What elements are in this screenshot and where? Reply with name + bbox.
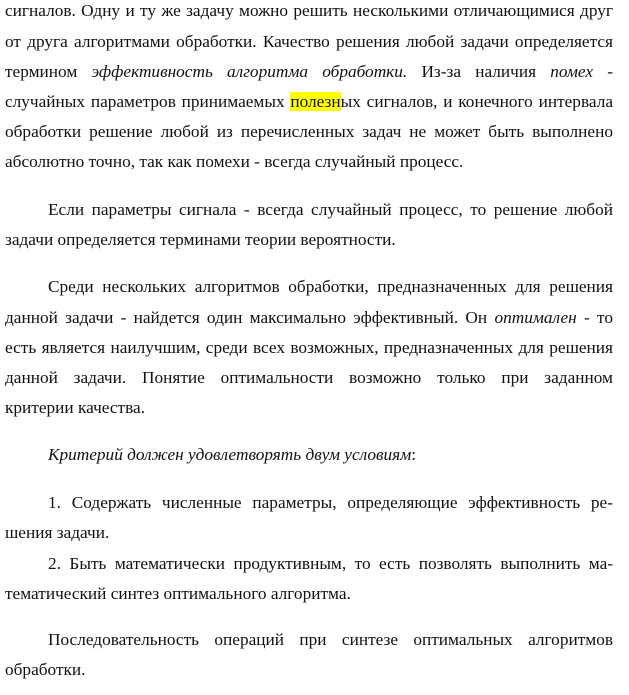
p4-line-2: обработки. xyxy=(5,660,86,679)
p2-line-2: задачи определяется терминами теории вероятности. xyxy=(5,230,396,249)
p1-line-1: сигналов. Одну и ту же задачу можно решить несколькими отличающимися друг xyxy=(5,1,613,20)
highlighted-word: полезн xyxy=(290,92,341,111)
p4-line-1: Последовательность операций при синтезе оптимальных алгоритмов xyxy=(48,630,613,649)
list-item-2-line-2: тематический синтез оптимального алгоритма. xyxy=(5,584,351,603)
p1-line-4-text-b: ых сигналов, и конечного интервала xyxy=(340,92,613,111)
term-efficiency: эффективность алгоритма обработки. xyxy=(91,62,408,81)
p1-line-6: абсолютно точно, так как помехи - всегда случайный процесс. xyxy=(5,152,464,171)
p1-line-3 xyxy=(5,61,613,83)
p3-line-2-text-b: - то xyxy=(584,308,613,327)
p1-line-3-text: термином xyxy=(5,62,78,81)
p3-line-3: есть является наилучшим, среди всех возможных, предназначенных для решения xyxy=(5,338,613,357)
list-item-2-line-1: 2. Быть математически продуктивным, то есть позволять выполнить ма- xyxy=(48,554,613,573)
p3-line-1: Среди нескольких алгоритмов обработки, предназначенных для решения xyxy=(48,277,613,296)
p1-line-4-text: случайных параметров принимаемых xyxy=(5,92,285,111)
criteria-colon: : xyxy=(411,445,417,464)
p1-line-3-text-b: Из-за наличия xyxy=(421,62,537,81)
criteria-heading-text: Критерий должен удовлетворять двум условиям xyxy=(48,445,412,464)
list-item-1-line-2: шения задачи. xyxy=(5,523,110,542)
p3-line-4: данной задачи. Понятие оптимальности возможно только при заданном xyxy=(5,368,613,387)
p3-line-2-text: данной задачи - найдется один максимально эффективный. Он xyxy=(5,308,488,327)
term-optimal: оптимален xyxy=(494,308,577,327)
list-item-1-line-1: 1. Содержать численные параметры, определяющие эффективность ре- xyxy=(48,493,613,512)
term-noise: помех - xyxy=(550,62,614,81)
criteria-heading xyxy=(48,444,613,466)
p3-line-2 xyxy=(5,307,613,329)
p1-line-5: обработки решение любой из перечисленных задач не может быть выполнено xyxy=(5,122,613,141)
p1-line-4 xyxy=(5,91,613,113)
p2-line-1: Если параметры сигнала - всегда случайный процесс, то решение любой xyxy=(48,200,613,219)
p1-line-2: от друга алгоритмами обработки. Качество решения любой задачи определяется xyxy=(5,32,613,51)
p3-line-5: критерии качества. xyxy=(5,398,146,417)
